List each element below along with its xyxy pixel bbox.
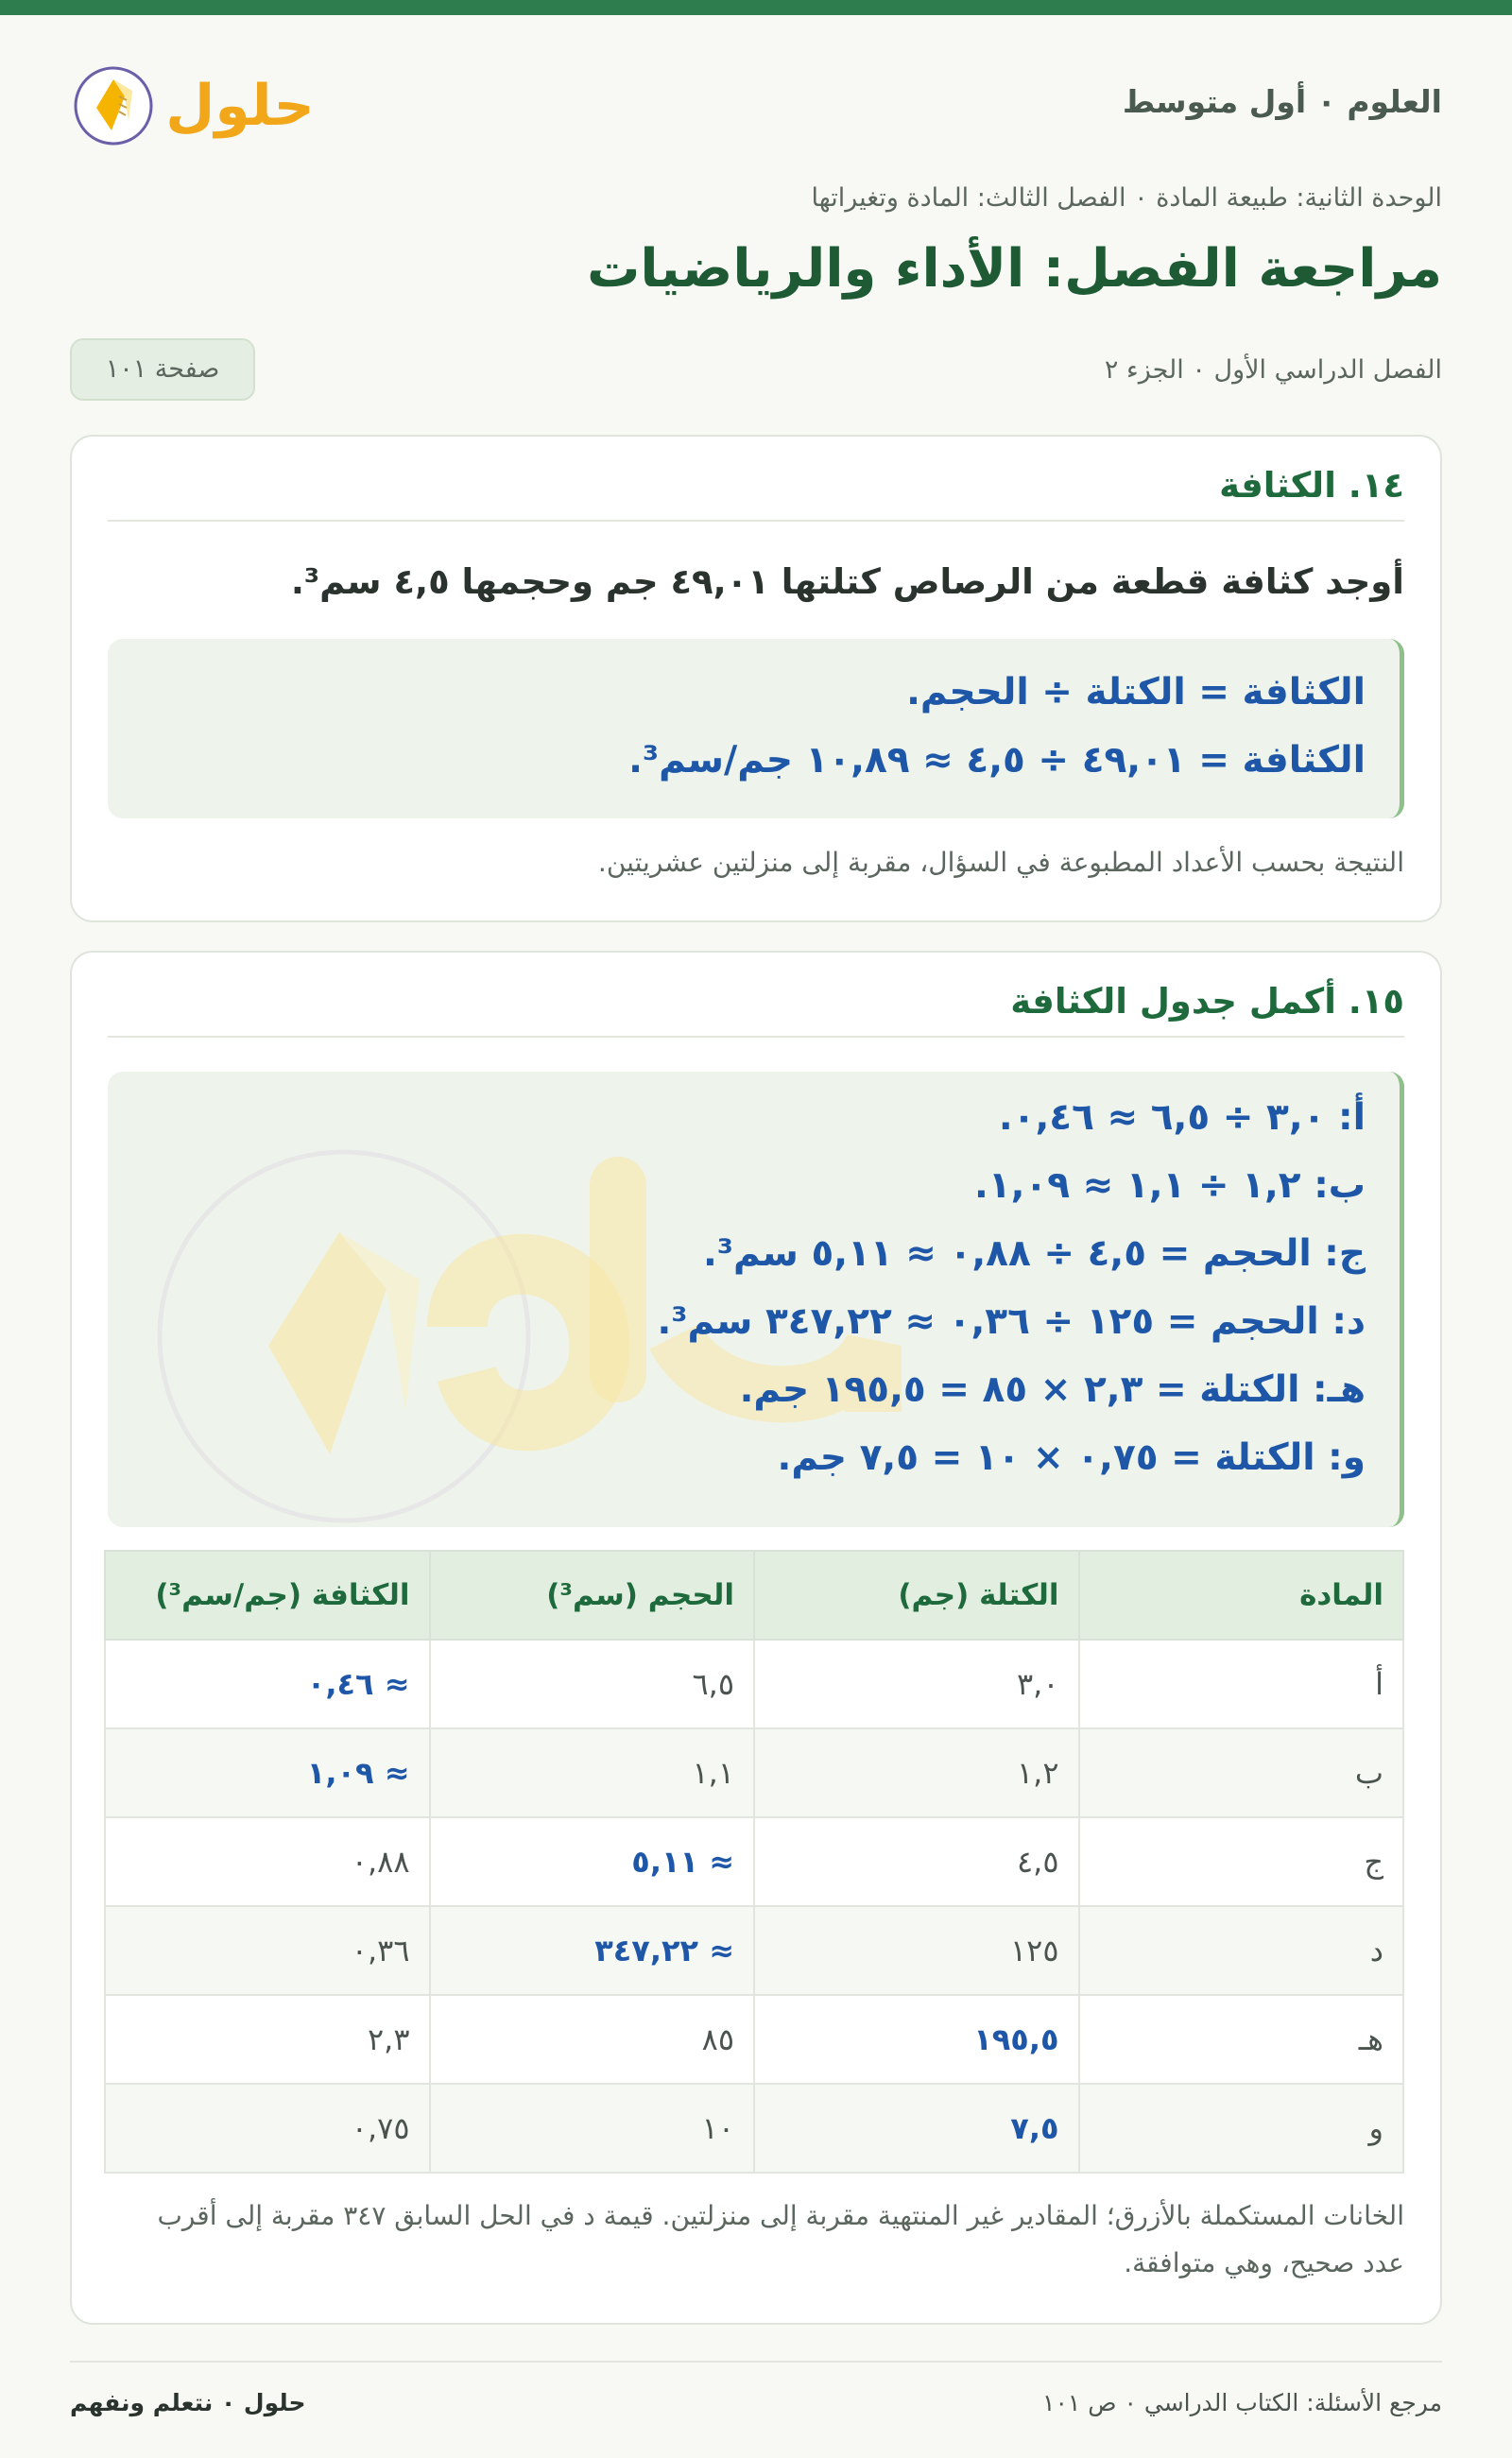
table-row — [105, 1817, 1403, 1906]
question-14-note: النتيجة بحسب الأعداد المطبوعة في السؤال، مقربة إلى منزلتين عشريتين. — [597, 847, 1404, 878]
header-volume: الحجم (سم³) — [430, 1551, 755, 1640]
table-cell: د — [1079, 1906, 1404, 1995]
logo-text: حلول — [165, 73, 315, 139]
header-density: الكثافة (جم/سم³) — [105, 1551, 430, 1640]
table-row — [105, 2084, 1403, 2173]
question-14-card — [70, 435, 1442, 922]
answer-line: هـ: الكتلة = ٢,٣ × ٨٥ = ١٩٥,٥ جم. — [739, 1368, 1366, 1411]
question-14-answer — [108, 639, 1404, 818]
table-cell: ٤,٥ — [754, 1817, 1079, 1906]
table-row — [105, 1728, 1403, 1817]
footer-divider — [70, 2361, 1442, 2363]
answer-line: ج: الحجم = ٤,٥ ÷ ٠,٨٨ ≈ ٥,١١ سم³. — [703, 1232, 1366, 1275]
table-cell: ٣,٠ — [754, 1640, 1079, 1728]
table-row — [105, 1906, 1403, 1995]
table-cell-filled: ≈ ٥,١١ — [430, 1817, 755, 1906]
logo[interactable] — [70, 59, 316, 147]
page-number-badge: صفحة ١٠١ — [70, 338, 255, 401]
table-cell: ٢,٣ — [105, 1995, 430, 2084]
table-row — [105, 1995, 1403, 2084]
table-cell: ١,١ — [430, 1728, 755, 1817]
table-cell: ٠,٣٦ — [105, 1906, 430, 1995]
answer-line: أ: ٣,٠ ÷ ٦,٥ ≈ ٠,٤٦. — [998, 1096, 1366, 1139]
table-header-row — [105, 1551, 1403, 1640]
footer-brand[interactable]: حلول ٠ نتعلم ونفهم — [70, 2389, 306, 2416]
table-cell-filled: ٧,٥ — [754, 2084, 1079, 2173]
table-cell: ٠,٨٨ — [105, 1817, 430, 1906]
table-cell-filled: ≈ ٠,٤٦ — [105, 1640, 430, 1728]
question-14-text: أوجد كثافة قطعة من الرصاص كتلتها ٤٩,٠١ جم وحجمها ٤,٥ سم³. — [290, 561, 1404, 602]
table-cell: ١٢٥ — [754, 1906, 1079, 1995]
density-table — [104, 1550, 1404, 2174]
answer-line: الكثافة = ٤٩,٠١ ÷ ٤,٥ ≈ ١٠,٨٩ جم/سم³. — [628, 739, 1366, 782]
question-14-heading: ١٤. الكثافة — [108, 465, 1404, 522]
table-cell: ١,٢ — [754, 1728, 1079, 1817]
table-cell: و — [1079, 2084, 1404, 2173]
breadcrumb: الوحدة الثانية: طبيعة المادة ٠ الفصل الثالث: المادة وتغيراتها — [811, 183, 1442, 213]
table-cell: ٦,٥ — [430, 1640, 755, 1728]
answer-line: الكثافة = الكتلة ÷ الحجم. — [906, 671, 1366, 713]
footer-reference: مرجع الأسئلة: الكتاب الدراسي ٠ ص ١٠١ — [1042, 2389, 1442, 2416]
answer-line: ب: ١,٢ ÷ ١,١ ≈ ١,٠٩. — [974, 1164, 1366, 1207]
top-accent-bar — [0, 0, 1512, 15]
table-cell: أ — [1079, 1640, 1404, 1728]
table-cell: ب — [1079, 1728, 1404, 1817]
header-mass: الكتلة (جم) — [754, 1551, 1079, 1640]
table-cell: ٨٥ — [430, 1995, 755, 2084]
page-header — [70, 59, 1442, 147]
question-15-heading: ١٥. أكمل جدول الكثافة — [108, 981, 1404, 1038]
table-cell-filled: ١٩٥,٥ — [754, 1995, 1079, 2084]
table-cell: ٠,٧٥ — [105, 2084, 430, 2173]
semester-meta: الفصل الدراسي الأول ٠ الجزء ٢ — [1104, 355, 1442, 385]
header-substance: المادة — [1079, 1551, 1404, 1640]
table-cell: ١٠ — [430, 2084, 755, 2173]
table-cell: ج — [1079, 1817, 1404, 1906]
question-15-note: الخانات المستكملة بالأزرق؛ المقادير غير المنتهية مقربة إلى منزلتين. قيمة د في الحل السابق ٣٤٧ مقربة إلى أقرب عدد صحيح، وهي متوافقة. — [157, 2200, 1404, 2278]
table-row — [105, 1640, 1403, 1728]
subject-title: العلوم ٠ أول متوسط — [1122, 83, 1442, 120]
page-title: مراجعة الفصل: الأداء والرياضيات — [587, 238, 1442, 300]
table-cell-filled: ≈ ١,٠٩ — [105, 1728, 430, 1817]
table-cell: هـ — [1079, 1995, 1404, 2084]
answer-line: د: الحجم = ١٢٥ ÷ ٠,٣٦ ≈ ٣٤٧,٢٢ سم³. — [657, 1300, 1366, 1343]
question-15-card — [70, 951, 1442, 2325]
table-cell-filled: ≈ ٣٤٧,٢٢ — [430, 1906, 755, 1995]
question-15-answer — [108, 1072, 1404, 1527]
answer-line: و: الكتلة = ٠,٧٥ × ١٠ = ٧,٥ جم. — [777, 1436, 1366, 1479]
